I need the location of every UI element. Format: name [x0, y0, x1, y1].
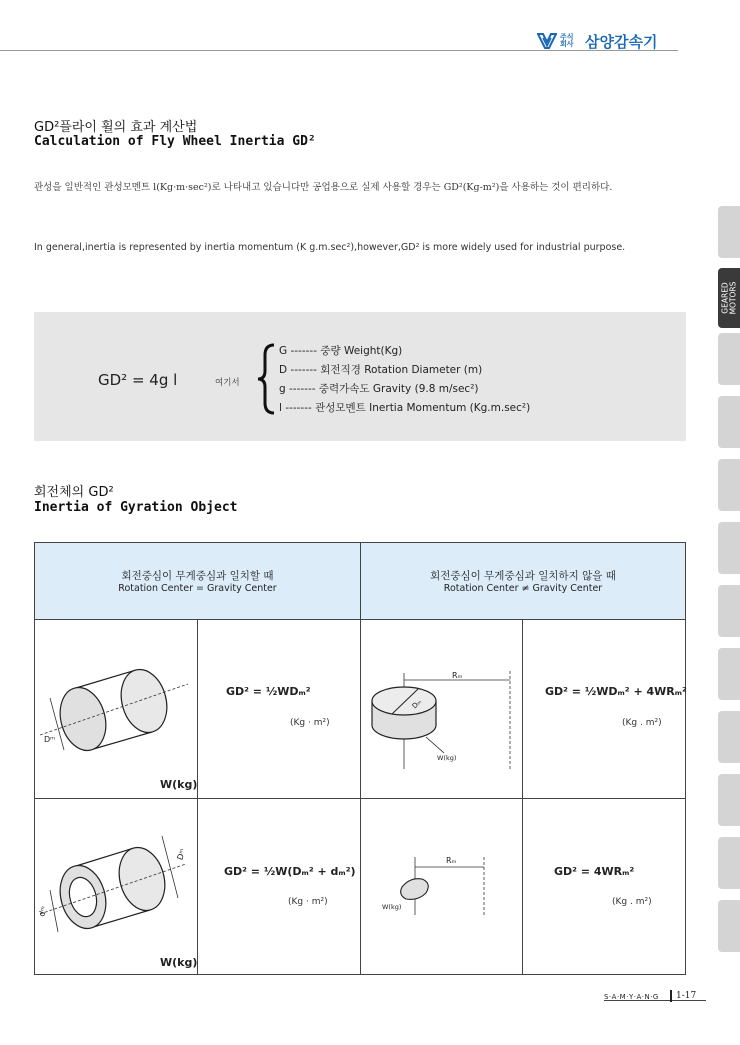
section2-title-kor: 회전체의 GD²	[34, 485, 114, 500]
side-tab-geared-motors[interactable]	[718, 268, 740, 328]
tab-label-line1: GEARED	[720, 282, 729, 314]
side-tab-9[interactable]	[718, 711, 740, 763]
section1-title-eng: Calculation of Fly Wheel Inertia GD²	[34, 134, 316, 149]
unit-row1-left: (Kg · m²)	[290, 718, 330, 728]
logo-small-text: 주식 회사	[560, 33, 574, 48]
unit-row2-left: (Kg · m²)	[288, 897, 328, 907]
dm-label-row1-right: Dₘ	[410, 697, 424, 711]
formula-row1-right: GD² = ½WDₘ² + 4WRₘ²	[545, 685, 687, 698]
table-rule-left	[197, 619, 198, 975]
legend-D: D ------- 회전직경 Rotation Diameter (m)	[279, 364, 483, 376]
legend-l: l ------- 관성모멘트 Inertia Momentum (Kg.m.sec²)	[279, 402, 531, 414]
page-number: 1-17	[676, 991, 697, 1001]
dm-label-1: Dᵐ	[44, 735, 56, 744]
side-tab-7[interactable]	[718, 585, 740, 637]
tab-label-line2: MOTORS	[728, 281, 737, 315]
brace-icon	[256, 343, 276, 415]
head-right-eng: Rotation Center ≠ Gravity Center	[443, 583, 603, 594]
head-left-kor: 회전중심이 무게중심과 일치할 때	[121, 570, 274, 582]
side-tab-5[interactable]	[718, 459, 740, 511]
brand-logo	[537, 30, 657, 52]
wkg-label-row1-right: W(kg)	[437, 754, 457, 762]
footer-divider	[670, 990, 672, 1002]
wkg-label-row2-right: W(kg)	[382, 903, 402, 911]
formula-row2-right: GD² = 4WRₘ²	[554, 865, 635, 878]
solid-cylinder-diagram	[40, 650, 190, 760]
head-right-kor: 회전중심이 무게중심과 일치하지 않을 때	[430, 570, 616, 582]
unit-row1-right: (Kg . m²)	[622, 718, 662, 728]
side-tab-12[interactable]	[718, 900, 740, 952]
table-rule-right	[522, 619, 523, 975]
side-tab-3[interactable]	[718, 333, 740, 385]
side-tab-4[interactable]	[718, 396, 740, 448]
table-rule-center	[360, 542, 361, 975]
footer-brand: S·A·M·Y·A·N·G	[604, 993, 659, 1001]
samyang-emblem-icon	[537, 32, 557, 50]
side-tab-10[interactable]	[718, 774, 740, 826]
dm-outer-label: Dᵐ	[175, 847, 188, 862]
paragraph-korean: 관성을 일반적인 관성모멘트 l(Kg·m·sec²)로 나타내고 있습니다만 공업용으로 실제 사용할 경우는 GD²(Kg-m²)을 사용하는 것이 편리하다.	[34, 182, 613, 193]
paragraph-english: In general,inertia is represented by inertia momentum (K g.m.sec²),however,GD² is more widely used for industrial purpose.	[34, 242, 626, 253]
side-tab-6[interactable]	[718, 522, 740, 574]
dm-inner-label: dᵐ	[37, 905, 49, 918]
side-tab-1[interactable]	[718, 206, 740, 258]
weight-label-row2: W(kg)	[160, 956, 198, 969]
head-left-eng: Rotation Center = Gravity Center	[118, 583, 277, 594]
section1-title-kor: GD²플라이 휠의 효과 계산법	[34, 120, 198, 135]
formula-row2-left: GD² = ½W(Dₘ² + dₘ²)	[224, 865, 356, 878]
legend-G: G ------- 중량 Weight(Kg)	[279, 345, 403, 357]
rm-label-row1: Rₘ	[452, 671, 463, 680]
side-tab-8[interactable]	[718, 648, 740, 700]
where-label: 여기서	[215, 378, 240, 388]
hollow-cylinder-diagram	[36, 828, 192, 938]
main-formula: GD² = 4g l	[98, 371, 178, 389]
unit-row2-right: (Kg . m²)	[612, 897, 652, 907]
rm-label-row2: Rₘ	[446, 856, 457, 865]
formula-row1-left: GD² = ½WDₘ²	[226, 685, 311, 698]
logo-company-name: 삼양감속기	[585, 32, 658, 51]
side-tab-11[interactable]	[718, 837, 740, 889]
legend-g: g ------- 중력가속도 Gravity (9.8 m/sec²)	[279, 383, 479, 395]
section2-title-eng: Inertia of Gyration Object	[34, 500, 238, 515]
weight-label-row1: W(kg)	[160, 778, 198, 791]
